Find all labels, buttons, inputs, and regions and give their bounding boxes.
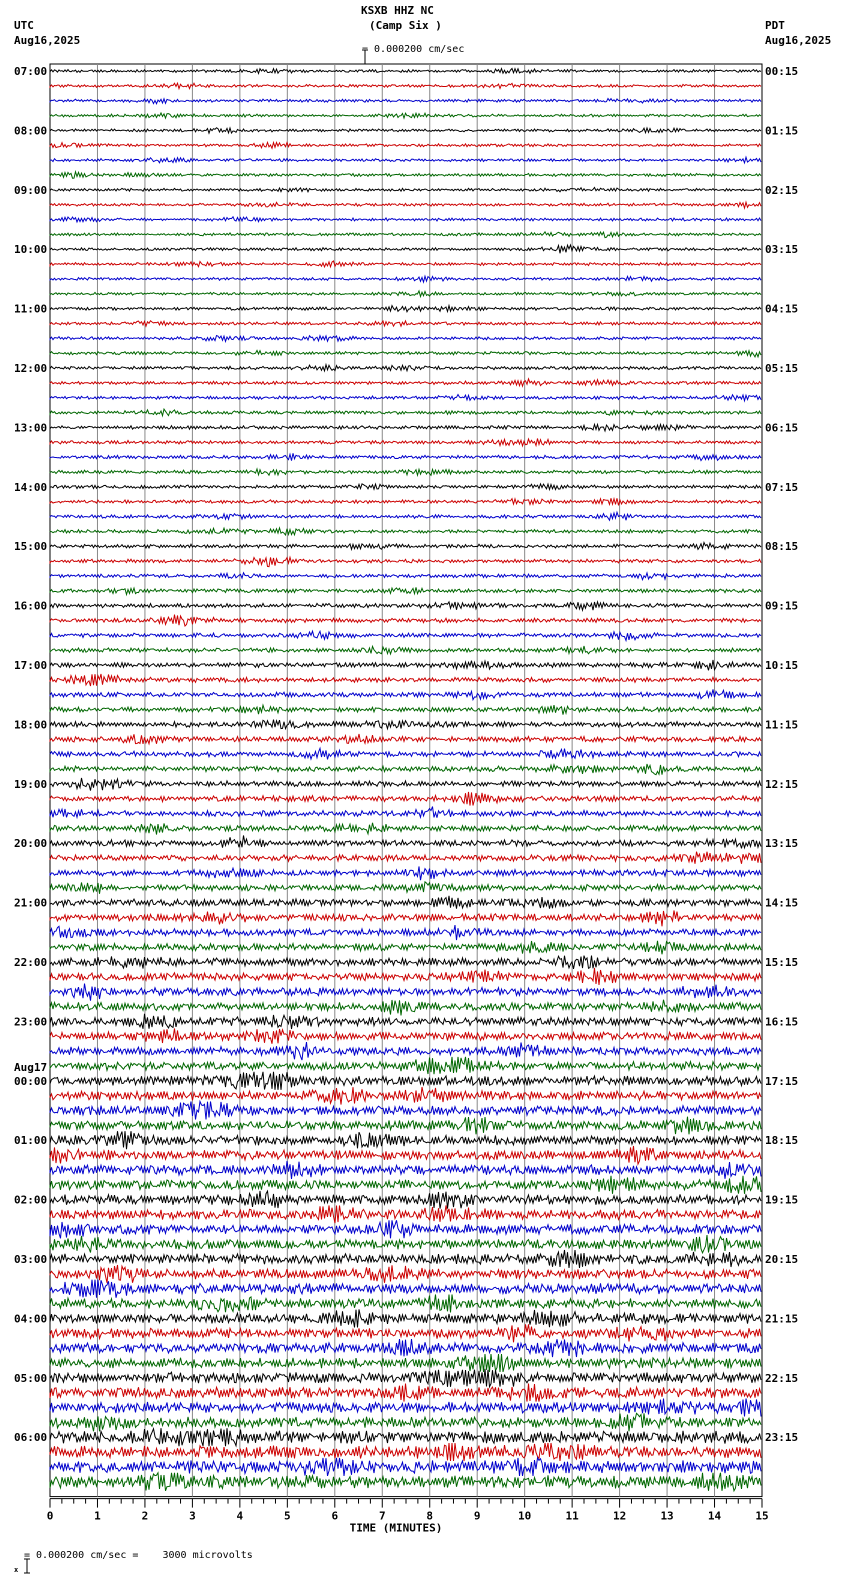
trace-line — [50, 512, 761, 520]
utc-hour-label: 02:00 — [14, 1193, 48, 1207]
left-timezone: UTC — [14, 19, 34, 32]
trace-line — [50, 823, 761, 835]
pdt-hour-label: 23:15 — [765, 1431, 799, 1445]
trace-line — [50, 1235, 761, 1253]
trace-line — [50, 674, 761, 686]
utc-hour-label: 14:00 — [14, 480, 48, 494]
pdt-hour-label: 10:15 — [765, 659, 799, 672]
pdt-hour-label: 11:15 — [765, 718, 799, 732]
trace-line — [50, 1087, 761, 1105]
utc-hour-label: 05:00 — [14, 1371, 48, 1385]
trace-line — [50, 764, 761, 775]
trace-line — [50, 896, 761, 909]
trace-line — [50, 1028, 761, 1043]
trace-line — [50, 573, 761, 580]
trace-line — [50, 291, 761, 297]
x-tick-label: 15 — [755, 1509, 769, 1523]
trace-line — [50, 911, 761, 927]
x-axis-label: TIME (MINUTES) — [349, 1521, 443, 1535]
trace-line — [50, 543, 761, 550]
pdt-hour-label: 09:15 — [765, 599, 799, 613]
pdt-hour-label: 00:15 — [765, 65, 799, 78]
trace-line — [50, 1384, 761, 1402]
trace-line — [50, 807, 761, 818]
trace-line — [50, 1176, 761, 1194]
trace-line — [50, 956, 761, 969]
pdt-hour-label: 16:15 — [765, 1015, 799, 1029]
utc-hour-label: 23:00 — [14, 1015, 48, 1029]
trace-line — [50, 395, 761, 401]
x-tick-label: 10 — [518, 1509, 532, 1523]
trace-line — [50, 245, 761, 253]
trace-line — [50, 1191, 761, 1209]
trace-line — [50, 69, 761, 74]
trace-line — [50, 306, 761, 312]
trace-line — [50, 557, 761, 566]
utc-hour-label: 12:00 — [14, 362, 48, 375]
pdt-hour-label: 12:15 — [765, 777, 799, 791]
trace-line — [50, 1042, 761, 1060]
pdt-hour-label: 08:15 — [765, 540, 799, 554]
trace-line — [50, 1000, 761, 1016]
trace-line — [50, 941, 761, 955]
trace-line — [50, 1295, 761, 1313]
station-title: KSXB HHZ NC — [361, 4, 434, 17]
x-tick-label: 5 — [284, 1509, 291, 1523]
utc-hour-label: 15:00 — [14, 540, 48, 554]
trace-line — [50, 83, 761, 88]
trace-line — [50, 689, 761, 699]
x-tick-label: 7 — [378, 1509, 386, 1523]
trace-line — [50, 984, 761, 1001]
trace-line — [50, 1206, 761, 1224]
pdt-hour-label: 21:15 — [765, 1312, 799, 1326]
trace-line — [50, 276, 761, 282]
trace-line — [50, 453, 761, 460]
utc-hour-label: 19:00 — [14, 777, 48, 791]
trace-line — [50, 660, 761, 670]
trace-line — [50, 1117, 761, 1135]
trace-line — [50, 1250, 761, 1268]
utc-hour-label: 00:00 — [14, 1074, 48, 1088]
x-tick-label: 9 — [473, 1509, 481, 1523]
trace-line — [50, 615, 761, 626]
trace-line — [50, 498, 761, 505]
scale-label: = 0.000200 cm/sec — [362, 44, 465, 55]
trace-line — [50, 882, 761, 894]
trace-line — [50, 439, 761, 446]
pdt-hour-label: 02:15 — [765, 183, 799, 197]
trace-line — [50, 484, 761, 490]
trace-line — [50, 1458, 761, 1476]
pdt-hour-label: 17:15 — [765, 1074, 799, 1088]
right-date: Aug16,2025 — [765, 34, 832, 47]
trace-line — [50, 836, 761, 849]
trace-line — [50, 1399, 761, 1417]
trace-line — [50, 217, 761, 222]
pdt-hour-label: 19:15 — [765, 1193, 799, 1207]
trace-line — [50, 172, 761, 178]
pdt-hour-label: 20:15 — [765, 1253, 799, 1266]
trace-line — [50, 379, 761, 386]
x-tick-label: 6 — [331, 1509, 339, 1523]
trace-line — [50, 705, 761, 715]
trace-line — [50, 261, 761, 267]
utc-hour-label: 21:00 — [14, 896, 48, 910]
trace-line — [50, 1161, 761, 1179]
pdt-hour-label: 14:15 — [765, 896, 799, 910]
x-tick-label: 3 — [189, 1509, 196, 1523]
footer-scale-icon — [0, 1545, 20, 1574]
pdt-hour-label: 01:15 — [765, 124, 799, 138]
x-tick-label: 0 — [46, 1509, 54, 1523]
trace-line — [50, 1443, 761, 1461]
utc-hour-label: 03:00 — [14, 1253, 48, 1266]
trace-line — [50, 1131, 761, 1149]
utc-hour-label: 17:00 — [14, 659, 48, 672]
utc-hour-label: 01:00 — [14, 1134, 48, 1148]
trace-line — [50, 631, 761, 640]
station-subtitle: (Camp Six ) — [369, 19, 442, 32]
x-tick-label: 1 — [94, 1509, 101, 1523]
pdt-hour-label: 13:15 — [765, 837, 799, 851]
pdt-hour-label: 22:15 — [765, 1371, 799, 1385]
pdt-hour-label: 06:15 — [765, 421, 799, 435]
right-timezone: PDT — [765, 19, 785, 32]
trace-line — [50, 778, 761, 791]
trace-line — [50, 1072, 761, 1090]
trace-line — [50, 1102, 761, 1120]
date-change-label: Aug17 — [14, 1060, 48, 1074]
trace-line — [50, 188, 761, 192]
trace-line — [50, 792, 761, 806]
utc-hour-label: 13:00 — [14, 421, 48, 435]
trace-line — [50, 968, 761, 985]
trace-line — [50, 142, 761, 148]
trace-line — [50, 1428, 761, 1446]
pdt-hour-label: 03:15 — [765, 243, 799, 257]
trace-line — [50, 925, 761, 940]
trace-line — [50, 157, 761, 163]
trace-line — [50, 1413, 761, 1431]
trace-line — [50, 1265, 761, 1283]
utc-hour-label: 08:00 — [14, 124, 48, 138]
trace-line — [50, 365, 761, 371]
trace-line — [50, 1014, 761, 1029]
trace-line — [50, 202, 761, 208]
pdt-hour-label: 15:15 — [765, 956, 799, 969]
trace-line — [50, 1280, 761, 1298]
trace-line — [50, 734, 761, 744]
trace-line — [50, 866, 761, 880]
trace-line — [50, 424, 761, 431]
trace-line — [50, 128, 761, 133]
pdt-hour-label: 18:15 — [765, 1134, 799, 1148]
trace-line — [50, 748, 761, 759]
utc-hour-label: 07:00 — [14, 65, 48, 78]
utc-hour-label: 22:00 — [14, 956, 48, 969]
trace-line — [50, 336, 761, 342]
pdt-hour-label: 05:15 — [765, 362, 799, 375]
trace-line — [50, 852, 761, 864]
utc-hour-label: 11:00 — [14, 302, 48, 316]
trace-line — [50, 113, 761, 118]
utc-hour-label: 20:00 — [14, 837, 48, 851]
footer-scale-label: = 0.000200 cm/sec = 3000 microvolts — [24, 1550, 253, 1561]
trace-line — [50, 1473, 761, 1491]
trace-line — [50, 1057, 761, 1074]
utc-hour-label: 18:00 — [14, 718, 48, 732]
trace-line — [50, 720, 761, 729]
trace-line — [50, 528, 761, 535]
utc-hour-label: 10:00 — [14, 243, 48, 257]
trace-line — [50, 602, 761, 610]
trace-line — [50, 1146, 761, 1164]
x-tick-label: 11 — [565, 1509, 579, 1523]
x-tick-label: 2 — [141, 1509, 149, 1523]
pdt-hour-label: 04:15 — [765, 302, 799, 316]
x-tick-label: 14 — [707, 1509, 722, 1523]
trace-line — [50, 321, 761, 326]
svg-text:x: x — [14, 1566, 19, 1574]
utc-hour-label: 09:00 — [14, 183, 48, 197]
x-tick-label: 8 — [426, 1509, 434, 1523]
utc-hour-label: 06:00 — [14, 1431, 48, 1445]
left-date: Aug16,2025 — [14, 34, 81, 47]
trace-line — [50, 232, 761, 238]
pdt-hour-label: 07:15 — [765, 480, 799, 494]
trace-line — [50, 1220, 761, 1238]
trace-line — [50, 350, 761, 357]
trace-line — [50, 1354, 761, 1372]
utc-hour-label: 16:00 — [14, 599, 48, 613]
trace-line — [50, 1324, 761, 1342]
utc-hour-label: 04:00 — [14, 1312, 48, 1326]
x-tick-label: 4 — [236, 1509, 244, 1523]
x-tick-label: 12 — [612, 1509, 627, 1523]
trace-line — [50, 469, 761, 475]
trace-line — [50, 409, 761, 416]
trace-line — [50, 1339, 761, 1357]
trace-line — [50, 587, 761, 594]
x-tick-label: 13 — [660, 1509, 674, 1523]
trace-line — [50, 646, 761, 654]
trace-line — [50, 1309, 761, 1327]
trace-line — [50, 99, 761, 104]
